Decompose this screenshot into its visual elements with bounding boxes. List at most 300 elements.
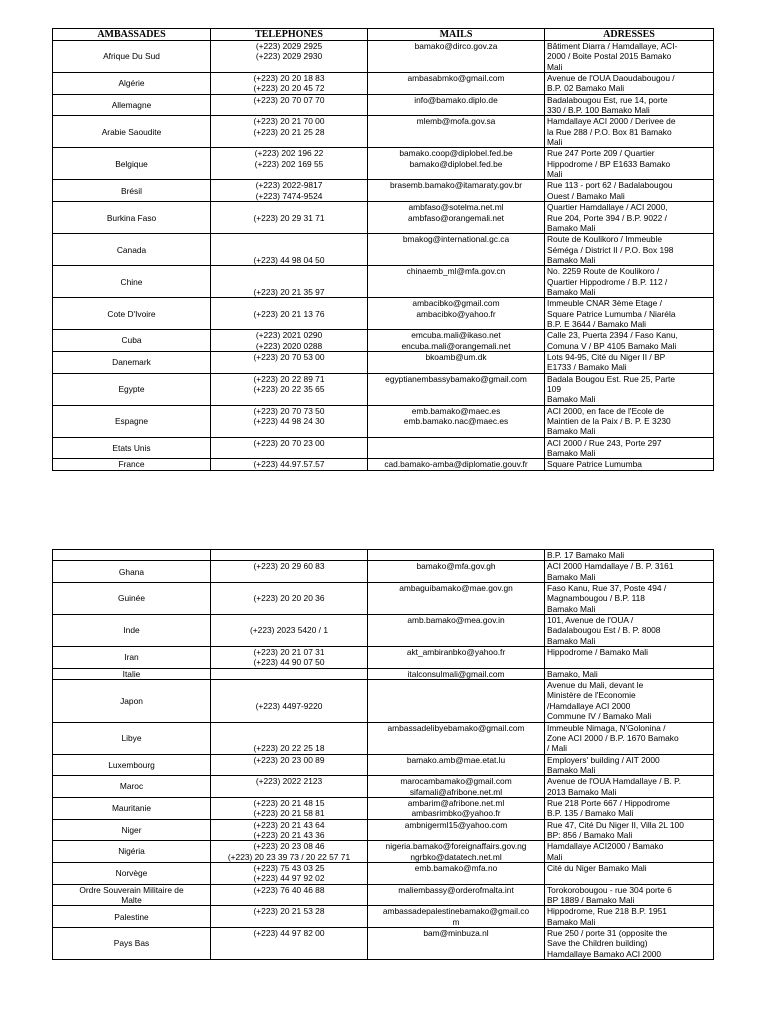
telephone-cell: [211, 351, 368, 373]
telephone-cell: [211, 373, 368, 405]
email-line[interactable]: bamako.amb@mae.etat.lu: [406, 754, 506, 765]
telephone-line: (+223) 2020 0288: [255, 340, 323, 351]
address-line: Ministère de l'Economie: [547, 690, 636, 701]
address-line: Séméga / District II / P.O. Box 198: [547, 244, 674, 255]
header-ambassades: AMBASSADES: [53, 29, 211, 41]
email-cell: [368, 561, 545, 583]
embassy-name-cell: [53, 797, 211, 819]
address-cell: [545, 73, 714, 95]
email-line[interactable]: ambacibko@gmail.com: [412, 298, 500, 309]
email-line[interactable]: maliembassy@orderofmalta.int: [398, 884, 514, 895]
header-mails: MAILS: [368, 29, 545, 41]
table-row: [53, 351, 714, 373]
embassy-name-line: Cuba: [121, 335, 142, 346]
address-line: BP: 856 / Bamako Mali: [547, 829, 633, 840]
email-line[interactable]: bamako@dirco.gov.za: [414, 41, 498, 51]
telephone-cell: [211, 841, 368, 863]
address-line: Bamako Mali: [547, 254, 596, 265]
address-cell: [545, 906, 714, 928]
address-line: Rue 247 Porte 209 / Quartier: [547, 148, 655, 159]
email-cell: [368, 148, 545, 180]
email-cell: [368, 928, 545, 960]
telephone-line: (+223) 20 21 43 64: [253, 819, 325, 830]
address-line: Rue 113 - port 62 / Badalabougou: [547, 180, 673, 191]
telephone-cell: [211, 583, 368, 615]
embassy-name-line: Cote D'Ivoire: [107, 308, 156, 319]
table-row: [53, 722, 714, 754]
email-cell: [368, 680, 545, 722]
address-line: Quartier Hippodrome / B.P. 112 /: [547, 276, 668, 287]
embassy-name-line: Iran: [124, 652, 139, 663]
address-line: Cité du Niger Bamako Mali: [547, 862, 647, 873]
telephone-line: [213, 550, 365, 560]
telephone-cell: [211, 266, 368, 298]
email-line[interactable]: marocambamako@gmail.com: [400, 776, 512, 787]
embassy-name-line: [55, 550, 208, 560]
address-line: Square Patrice Lumumba / Niaréla: [547, 308, 676, 319]
telephone-cell: [211, 298, 368, 330]
header-row: [53, 29, 714, 41]
address-line: Faso Kanu, Rue 37, Poste 494 /: [547, 583, 667, 594]
telephone-line: (+223) 44 97 92 02: [253, 873, 325, 884]
address-cell: [545, 776, 714, 798]
email-cell: [368, 776, 545, 798]
embassy-name-cell: [53, 841, 211, 863]
email-cell: [368, 550, 545, 561]
address-line: Avenue de l'OUA Hamdallaye / B. P.: [547, 776, 681, 787]
address-line: Hippodrome, Rue 218 B.P. 1951: [547, 906, 667, 917]
telephone-line: [213, 277, 365, 287]
email-line: [370, 680, 542, 690]
telephone-cell: [211, 819, 368, 841]
address-line: Rue 47, Cité Du Niger II, Villa 2L 100: [547, 819, 684, 830]
embassy-name-line: Malte: [121, 895, 142, 905]
email-cell: [368, 234, 545, 266]
embassy-name-line: Etats Unis: [112, 442, 151, 453]
embassy-name-cell: [53, 722, 211, 754]
embassy-name-cell: [53, 266, 211, 298]
embassy-name-cell: [53, 116, 211, 148]
email-line[interactable]: bamako@mfa.gov.gh: [416, 561, 496, 572]
telephone-line: [213, 723, 365, 733]
telephone-cell: [211, 180, 368, 202]
embassy-name-line: Palestine: [114, 911, 149, 922]
telephone-line: (+223) 2029 2930: [255, 51, 323, 62]
email-cell: [368, 862, 545, 884]
address-line: Magnambougou / B.P. 118: [547, 593, 645, 604]
address-line: Bamako, Mali: [547, 668, 598, 679]
email-cell: [368, 797, 545, 819]
email-cell: [368, 583, 545, 615]
email-line[interactable]: encuba.mali@orangemali.net: [401, 340, 511, 351]
address-line: B.P. 135 / Bamako Mali: [547, 808, 634, 819]
embassy-name-line: Danemark: [112, 357, 151, 368]
email-cell: [368, 116, 545, 148]
email-line[interactable]: ambnigerml15@yahoo.com: [404, 819, 508, 830]
email-line[interactable]: nigeria.bamako@foreignaffairs.gov.ng: [385, 841, 527, 852]
email-line: [370, 550, 542, 560]
email-line[interactable]: emb.bamako.nac@maec.es: [403, 416, 509, 427]
address-line: ACI 2000, en face de l'Ecole de: [547, 405, 665, 416]
telephone-line: (+223) 7474-9524: [255, 190, 323, 201]
address-line: Badalabougou Est, rue 14, porte: [547, 94, 668, 105]
address-line: Bamako Mali: [547, 571, 596, 582]
address-line: Bamako Mali: [547, 448, 596, 459]
address-line: 2000 / Boite Postal 2015 Bamako: [547, 51, 672, 62]
address-line: Hamdallaye ACI2000 / Bamako: [547, 841, 664, 852]
telephone-line: [213, 234, 365, 244]
address-cell: [545, 180, 714, 202]
header-telephones: TELEPHONES: [211, 29, 368, 41]
embassy-name-line: Inde: [123, 625, 140, 636]
embassy-name-cell: [53, 561, 211, 583]
email-cell: [368, 73, 545, 95]
embassy-name-cell: [53, 668, 211, 679]
address-line: Bamako Mali: [547, 426, 596, 437]
email-line[interactable]: ambarim@afribone.net.ml: [407, 797, 505, 808]
telephone-cell: [211, 459, 368, 470]
email-line[interactable]: info@bamako.diplo.de: [414, 94, 498, 105]
telephone-cell: [211, 41, 368, 73]
embassy-name-line: Luxembourg: [108, 759, 155, 770]
email-line[interactable]: ambaguibamako@mae.gov.gn: [399, 583, 513, 594]
address-line: Employers' building / AIT 2000: [547, 754, 660, 765]
address-line: ACI 2000 / Rue 243, Porte 297: [547, 437, 662, 448]
email-line[interactable]: bamako@diplobel.fed.be: [409, 158, 503, 169]
address-line: Calle 23, Puerta 2394 / Faso Kanu,: [547, 330, 678, 341]
telephone-line: (+223) 2021 0290: [255, 330, 323, 341]
email-cell: [368, 884, 545, 906]
address-line: Avenue de l'OUA Daoudabougou /: [547, 73, 675, 84]
embassy-name-line: Guinée: [117, 593, 145, 604]
embassy-name-cell: [53, 73, 211, 95]
embassy-name-cell: [53, 202, 211, 234]
address-line: Ouest / Bamako Mali: [547, 190, 625, 201]
address-line: Rue 218 Porte 667 / Hippodrome: [547, 797, 670, 808]
embassy-name-line: Japon: [120, 695, 143, 706]
telephone-line: (+223) 20 21 35 97: [253, 286, 325, 297]
email-line[interactable]: mlemb@mofa.gov.sa: [416, 116, 496, 127]
embassy-name-cell: [53, 298, 211, 330]
address-cell: [545, 330, 714, 352]
email-cell: [368, 405, 545, 437]
header-adresses: ADRESSES: [545, 29, 714, 41]
address-line: Bamako Mali: [547, 222, 596, 233]
email-line[interactable]: bmakog@international.gc.ca: [402, 234, 510, 245]
embassy-name-line: Algérie: [118, 78, 145, 89]
embassy-name-line: Pays Bas: [113, 938, 150, 949]
email-line[interactable]: akt_ambiranbko@yahoo.fr: [406, 647, 506, 658]
email-cell: [368, 647, 545, 669]
table-row: [53, 180, 714, 202]
telephone-line: [213, 298, 365, 308]
email-cell: [368, 180, 545, 202]
address-cell: [545, 116, 714, 148]
address-line: / Mali: [547, 743, 568, 754]
address-line: Mali: [547, 61, 563, 72]
table-row: [53, 148, 714, 180]
email-line[interactable]: italconsulmali@gmail.com: [407, 668, 505, 679]
telephone-line: (+223) 4497-9220: [255, 700, 323, 711]
embassy-name-line: Burkina Faso: [106, 212, 157, 223]
email-cell: [368, 41, 545, 73]
email-line[interactable]: ambasrimbko@yahoo.fr: [411, 808, 501, 819]
embassy-name-cell: [53, 94, 211, 116]
telephone-cell: [211, 928, 368, 960]
address-line: Rue 250 / porte 31 (opposite the: [547, 928, 668, 939]
email-line[interactable]: emcuba.mali@ikaso.net: [411, 330, 501, 341]
email-line[interactable]: ambfaso@sotelma.net.ml: [408, 202, 504, 213]
embassy-name-line: Maroc: [119, 781, 144, 792]
embassy-name-line: Italie: [122, 668, 141, 679]
email-line[interactable]: ambassadepalestinebamako@gmail.co: [382, 906, 530, 917]
address-line: 109: [547, 384, 561, 394]
email-line[interactable]: chinaemb_ml@mfa.gov.cn: [406, 266, 506, 277]
embassy-name-cell: [53, 615, 211, 647]
embassy-name-line: Allemagne: [111, 99, 152, 110]
address-line: Maintien de la Paix / B. P. E 3230: [547, 416, 671, 427]
telephone-line: [213, 245, 365, 255]
table-row: [53, 862, 714, 884]
telephone-line: (+223) 20 21 70 00: [253, 116, 325, 127]
email-line[interactable]: bam@minbuza.nl: [423, 928, 489, 939]
embassy-name-line: Norvège: [115, 868, 148, 879]
email-cell: [368, 266, 545, 298]
telephone-line: (+223) 75 43 03 25: [253, 862, 325, 873]
telephone-line: [213, 266, 365, 276]
telephone-line: (+223) 20 20 20 36: [253, 593, 325, 604]
embassy-name-cell: [53, 373, 211, 405]
email-line[interactable]: ambasabmko@gmail.com: [407, 73, 505, 84]
address-line: Bamako Mali: [547, 603, 596, 614]
address-cell: [545, 668, 714, 679]
telephone-line: (+223) 20 20 18 83: [253, 73, 325, 84]
embassy-name-line: Canada: [116, 244, 147, 255]
email-cell: [368, 298, 545, 330]
table-row: [53, 615, 714, 647]
email-line[interactable]: ambacibko@yahoo.fr: [416, 308, 496, 319]
telephone-line: (+223) 20 21 25 28: [253, 126, 325, 137]
address-cell: [545, 94, 714, 116]
embassy-rows-part-1: [53, 41, 714, 471]
address-line: No. 2259 Route de Koulikoro /: [547, 266, 660, 277]
embassy-name-cell: [53, 862, 211, 884]
address-line: B.P. E 3644 / Bamako Mali: [547, 318, 647, 329]
email-cell: [368, 437, 545, 459]
table-row: [53, 680, 714, 722]
address-line: B.P. 17 Bamako Mali: [547, 550, 625, 560]
email-line[interactable]: emb.bamako@maec.es: [411, 405, 501, 416]
address-line: Bamako Mali: [547, 635, 596, 646]
address-line: Bamako Mali: [547, 286, 596, 297]
telephone-cell: [211, 776, 368, 798]
telephone-line: (+223) 202 196 22: [254, 148, 324, 159]
telephone-line: [213, 202, 365, 212]
embassy-name-cell: [53, 351, 211, 373]
telephone-line: [213, 669, 365, 679]
telephone-line: (+223) 44 90 07 50: [253, 657, 325, 668]
address-line: Immeuble CNAR 3ème Etage /: [547, 298, 662, 309]
embassy-name-cell: [53, 819, 211, 841]
table-row: [53, 459, 714, 470]
email-line[interactable]: emb.bamako@mfa.no: [414, 862, 498, 873]
telephone-line: (+223) 20 70 23 00: [253, 437, 325, 448]
table-row: [53, 647, 714, 669]
embassy-name-line: Chine: [120, 276, 143, 287]
table-row: [53, 405, 714, 437]
telephone-cell: [211, 330, 368, 352]
email-line[interactable]: ngrbko@datatech.net.ml: [410, 851, 502, 862]
address-line: BP 1889 / Bamako Mali: [547, 895, 635, 905]
address-line: Hippodrome / Bamako Mali: [547, 647, 649, 658]
email-line[interactable]: sifamali@afribone.net.ml: [409, 786, 503, 797]
embassy-name-cell: [53, 754, 211, 776]
telephone-cell: [211, 73, 368, 95]
address-line: B.P. 02 Bamako Mali: [547, 83, 625, 94]
telephone-line: [213, 733, 365, 743]
table-row: [53, 561, 714, 583]
address-cell: [545, 405, 714, 437]
table-row: [53, 437, 714, 459]
address-cell: [545, 680, 714, 722]
embassy-name-cell: [53, 148, 211, 180]
email-cell: [368, 841, 545, 863]
telephone-cell: [211, 437, 368, 459]
address-line: /Hamdallaye ACI 2000: [547, 700, 631, 711]
address-cell: [545, 202, 714, 234]
address-line: 2013 Bamako Mali: [547, 786, 617, 797]
address-line: Avenue du Mali, devant le: [547, 680, 644, 691]
telephone-cell: [211, 405, 368, 437]
telephone-line: (+223) 44.97.57.57: [253, 459, 325, 470]
telephone-line: (+223) 20 22 89 71: [253, 373, 325, 384]
table-row: [53, 116, 714, 148]
embassy-name-cell: [53, 405, 211, 437]
table-row: [53, 668, 714, 679]
email-line: [370, 438, 542, 448]
embassy-name-line: Mauritanie: [111, 803, 152, 814]
telephone-line: (+223) 202 169 55: [254, 158, 324, 169]
telephone-line: (+223) 20 22 25 18: [253, 743, 325, 754]
telephone-line: [213, 680, 365, 690]
email-line[interactable]: brasemb.bamako@itamaraty.gov.br: [389, 180, 522, 191]
address-line: Hamdallaye ACI 2000 / Derivee de: [547, 116, 676, 127]
embassy-name-line: Brésil: [121, 185, 142, 196]
address-line: Mali: [547, 169, 563, 180]
table-row: [53, 841, 714, 863]
embassy-name-cell: [53, 550, 211, 561]
email-cell: [368, 373, 545, 405]
table-row: [53, 819, 714, 841]
address-line: Commune IV / Bamako Mali: [547, 711, 652, 722]
telephone-cell: [211, 116, 368, 148]
email-cell: [368, 906, 545, 928]
telephone-cell: [211, 668, 368, 679]
address-cell: [545, 266, 714, 298]
telephone-line: (+223) 76 40 46 88: [253, 884, 325, 895]
address-line: Comuna V / BP 4105 Bamako Mali: [547, 340, 677, 351]
embassy-name-cell: [53, 459, 211, 470]
email-line[interactable]: amb.bamako@mea.gov.in: [407, 615, 505, 626]
embassy-name-cell: [53, 906, 211, 928]
email-line[interactable]: bkoamb@um.dk: [425, 351, 487, 362]
telephone-line: (+223) 20 22 35 65: [253, 384, 325, 394]
embassy-name-line: Espagne: [114, 416, 149, 427]
address-cell: [545, 754, 714, 776]
address-cell: [545, 797, 714, 819]
address-line: Badalabougou Est / B. P. 8008: [547, 625, 661, 636]
embassy-name-cell: [53, 234, 211, 266]
telephone-line: (+223) 20 21 43 36: [253, 829, 325, 840]
table-row: [53, 797, 714, 819]
embassy-name-line: Belgique: [115, 158, 148, 169]
telephone-line: (+223) 20 21 07 31: [253, 647, 325, 658]
address-line: Rue 204, Porte 394 / B.P. 9022 /: [547, 212, 667, 223]
telephone-line: (+223) 20 20 45 72: [253, 83, 325, 94]
telephone-line: (+223) 20 23 00 89: [253, 754, 325, 765]
email-cell: [368, 615, 545, 647]
email-cell: [368, 819, 545, 841]
telephone-cell: [211, 680, 368, 722]
address-cell: [545, 583, 714, 615]
embassy-name-cell: [53, 776, 211, 798]
email-cell: [368, 668, 545, 679]
table-row: [53, 41, 714, 73]
address-cell: [545, 862, 714, 884]
embassy-name-cell: [53, 884, 211, 906]
telephone-line: (+223) 20 70 73 50: [253, 405, 325, 416]
telephone-line: (+223) 2029 2925: [255, 41, 323, 51]
email-line[interactable]: ambfaso@orangemali.net: [407, 212, 505, 223]
address-line: Mali: [547, 851, 563, 862]
email-cell: [368, 754, 545, 776]
address-line: Hippodrome / BP E1633 Bamako: [547, 158, 671, 169]
email-cell: [368, 202, 545, 234]
telephone-cell: [211, 550, 368, 561]
address-line: Zone ACI 2000 / B.P. 1670 Bamako: [547, 732, 679, 743]
email-line[interactable]: cad.bamako-amba@diplomatie.gouv.fr: [384, 459, 528, 470]
address-cell: [545, 148, 714, 180]
embassy-table-part-2: [52, 549, 714, 960]
address-cell: [545, 615, 714, 647]
table-row: [53, 330, 714, 352]
embassy-name-line: Afrique Du Sud: [103, 51, 160, 62]
embassy-name-cell: [53, 180, 211, 202]
email-line[interactable]: bamako.coop@diplobel.fed.be: [399, 148, 513, 159]
telephone-line: (+223) 20 70 53 00: [253, 351, 325, 362]
email-line[interactable]: ambassadelibyebamako@gmail.com: [387, 722, 525, 733]
telephone-cell: [211, 647, 368, 669]
email-line[interactable]: m: [452, 916, 460, 927]
embassy-name-line: Niger: [121, 824, 142, 835]
table-row: [53, 776, 714, 798]
telephone-line: (+223) 44 97 82 00: [253, 928, 325, 939]
embassy-name-line: Libye: [121, 732, 142, 743]
telephone-cell: [211, 94, 368, 116]
address-cell: [545, 373, 714, 405]
address-line: 101, Avenue de l'OUA /: [547, 615, 634, 626]
address-cell: [545, 928, 714, 960]
address-line: Immeuble Nimaga, N'Golonina /: [547, 722, 666, 733]
table-row: [53, 884, 714, 906]
address-cell: [545, 722, 714, 754]
email-line[interactable]: egyptianembassybamako@gmail.com: [385, 373, 527, 384]
address-cell: [545, 647, 714, 669]
address-cell: [545, 561, 714, 583]
telephone-line: (+223) 20 29 60 83: [253, 561, 325, 572]
telephone-line: (+223) 20 21 53 28: [253, 906, 325, 917]
table-row: [53, 928, 714, 960]
